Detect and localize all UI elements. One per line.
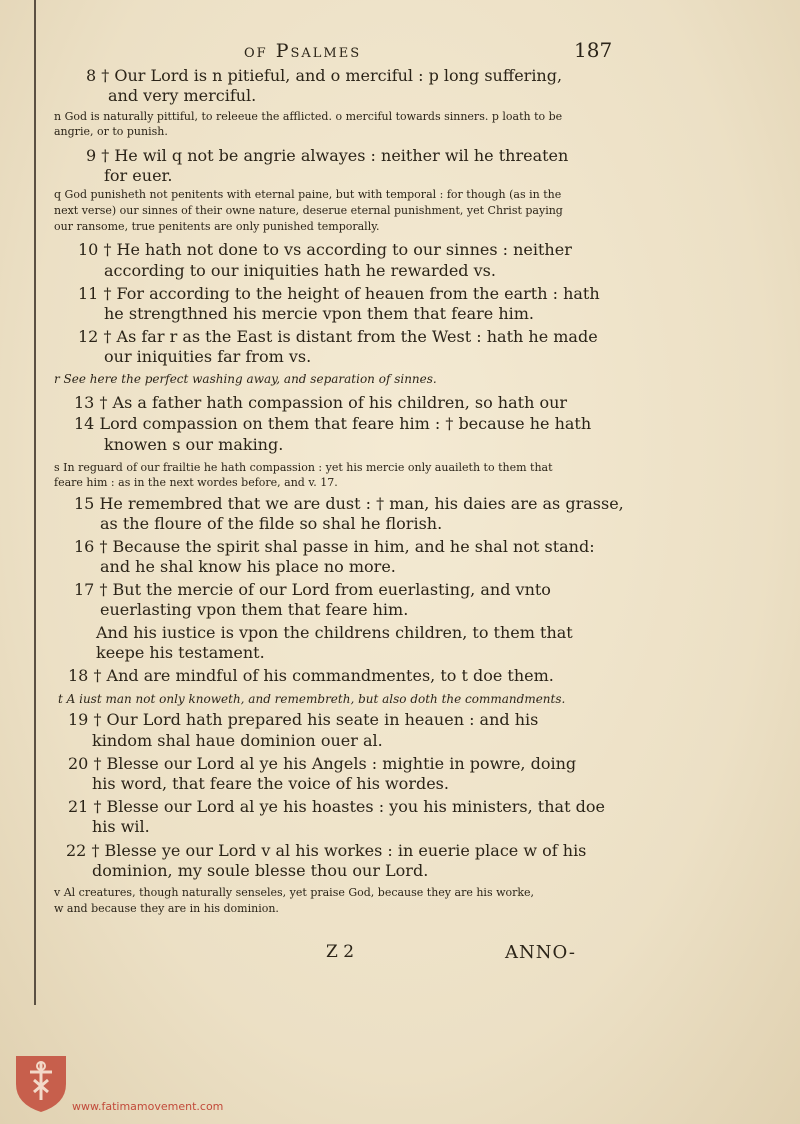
note-line: feare him : as in the next wordes before, and v. 17. [54, 476, 338, 489]
verse-line: 18 † And are mindful of his commandmentes, to t doe them. [68, 666, 554, 685]
seal-icon [12, 1052, 70, 1114]
note-line: our ransome, true penitents are only punished temporally. [54, 220, 380, 233]
note-line: v Al creatures, though naturally senseles, yet praise God, because they are his worke, [54, 886, 535, 899]
note-line: t A iust man not only knoweth, and remembreth, but also doth the commandments. [58, 692, 566, 706]
signature-mark: Z 2 [326, 942, 355, 962]
verse-line: 17 † But the mercie of our Lord from euerlasting, and vnto [74, 580, 551, 599]
note-line: r See here the perfect washing away, and separation of sinnes. [54, 372, 437, 386]
note-line: s In reguard of our frailtie he hath compassion : yet his mercie only auaileth to them that [54, 461, 553, 474]
verse-line: 8 † Our Lord is n pitieful, and o merciful : p long suffering, [86, 66, 563, 85]
verse-line: and very merciful. [108, 86, 257, 105]
verse-line: he strengthned his mercie vpon them that feare him. [104, 304, 535, 323]
verse-line: 9 † He wil q not be angrie alwayes : neither wil he threaten [86, 146, 569, 165]
note-line: w and because they are in his dominion. [54, 902, 279, 915]
verse-line: his word, that feare the voice of his wordes. [92, 774, 449, 793]
note-line: angrie, or to punish. [54, 125, 168, 138]
verse-line: 12 † As far r as the East is distant from the West : hath he made [78, 327, 598, 346]
verse-line: euerlasting vpon them that feare him. [100, 600, 409, 619]
page-number: 187 [574, 38, 613, 62]
verse-line: 14 Lord compassion on them that feare him : † because he hath [74, 414, 592, 433]
verse-line: 20 † Blesse our Lord al ye his Angels : mightie in powre, doing [68, 754, 577, 773]
verse-line: his wil. [92, 817, 150, 836]
note-line: q God punisheth not penitents with eternal paine, but with temporal : for though (as in the [54, 188, 562, 201]
verse-line: 21 † Blesse our Lord al ye his hoastes : you his ministers, that doe [68, 797, 605, 816]
note-line: next verse) our sinnes of their owne nature, deserue eternal punishment, yet Christ paying [54, 204, 563, 217]
left-rule [34, 0, 36, 1005]
verse-line: 16 † Because the spirit shal passe in him, and he shal not stand: [74, 537, 595, 556]
verse-line: kindom shal haue dominion ouer al. [92, 731, 383, 750]
catchword: ANNO- [505, 942, 576, 963]
verse-line: for euer. [104, 166, 173, 185]
verse-line: keepe his testament. [96, 643, 265, 662]
note-line: n God is naturally pittiful, to releeue the afflicted. o merciful towards sinners. p loath to be [54, 110, 563, 123]
verse-line: dominion, my soule blesse thou our Lord. [92, 861, 429, 880]
verse-line: And his iustice is vpon the childrens children, to them that [96, 623, 573, 642]
watermark-url[interactable]: www.fatimamovement.com [72, 1100, 224, 1113]
verse-line: and he shal know his place no more. [100, 557, 396, 576]
verse-line: 11 † For according to the height of heauen from the earth : hath [78, 284, 600, 303]
verse-line: 22 † Blesse ye our Lord v al his workes : in euerie place w of his [66, 841, 587, 860]
verse-line: according to our iniquities hath he rewarded vs. [104, 261, 496, 280]
verse-line: 13 † As a father hath compassion of his children, so hath our [74, 393, 568, 412]
verse-line: 10 † He hath not done to vs according to our sinnes : neither [78, 240, 572, 259]
running-head: of Psalmes [244, 40, 362, 62]
verse-line: as the floure of the filde so shal he florish. [100, 514, 443, 533]
verse-line: knowen s our making. [104, 435, 284, 454]
page-header [0, 40, 800, 66]
verse-line: 19 † Our Lord hath prepared his seate in heauen : and his [68, 710, 539, 729]
verse-line: 15 He remembred that we are dust : † man, his daies are as grasse, [74, 494, 624, 513]
verse-line: our iniquities far from vs. [104, 347, 312, 366]
